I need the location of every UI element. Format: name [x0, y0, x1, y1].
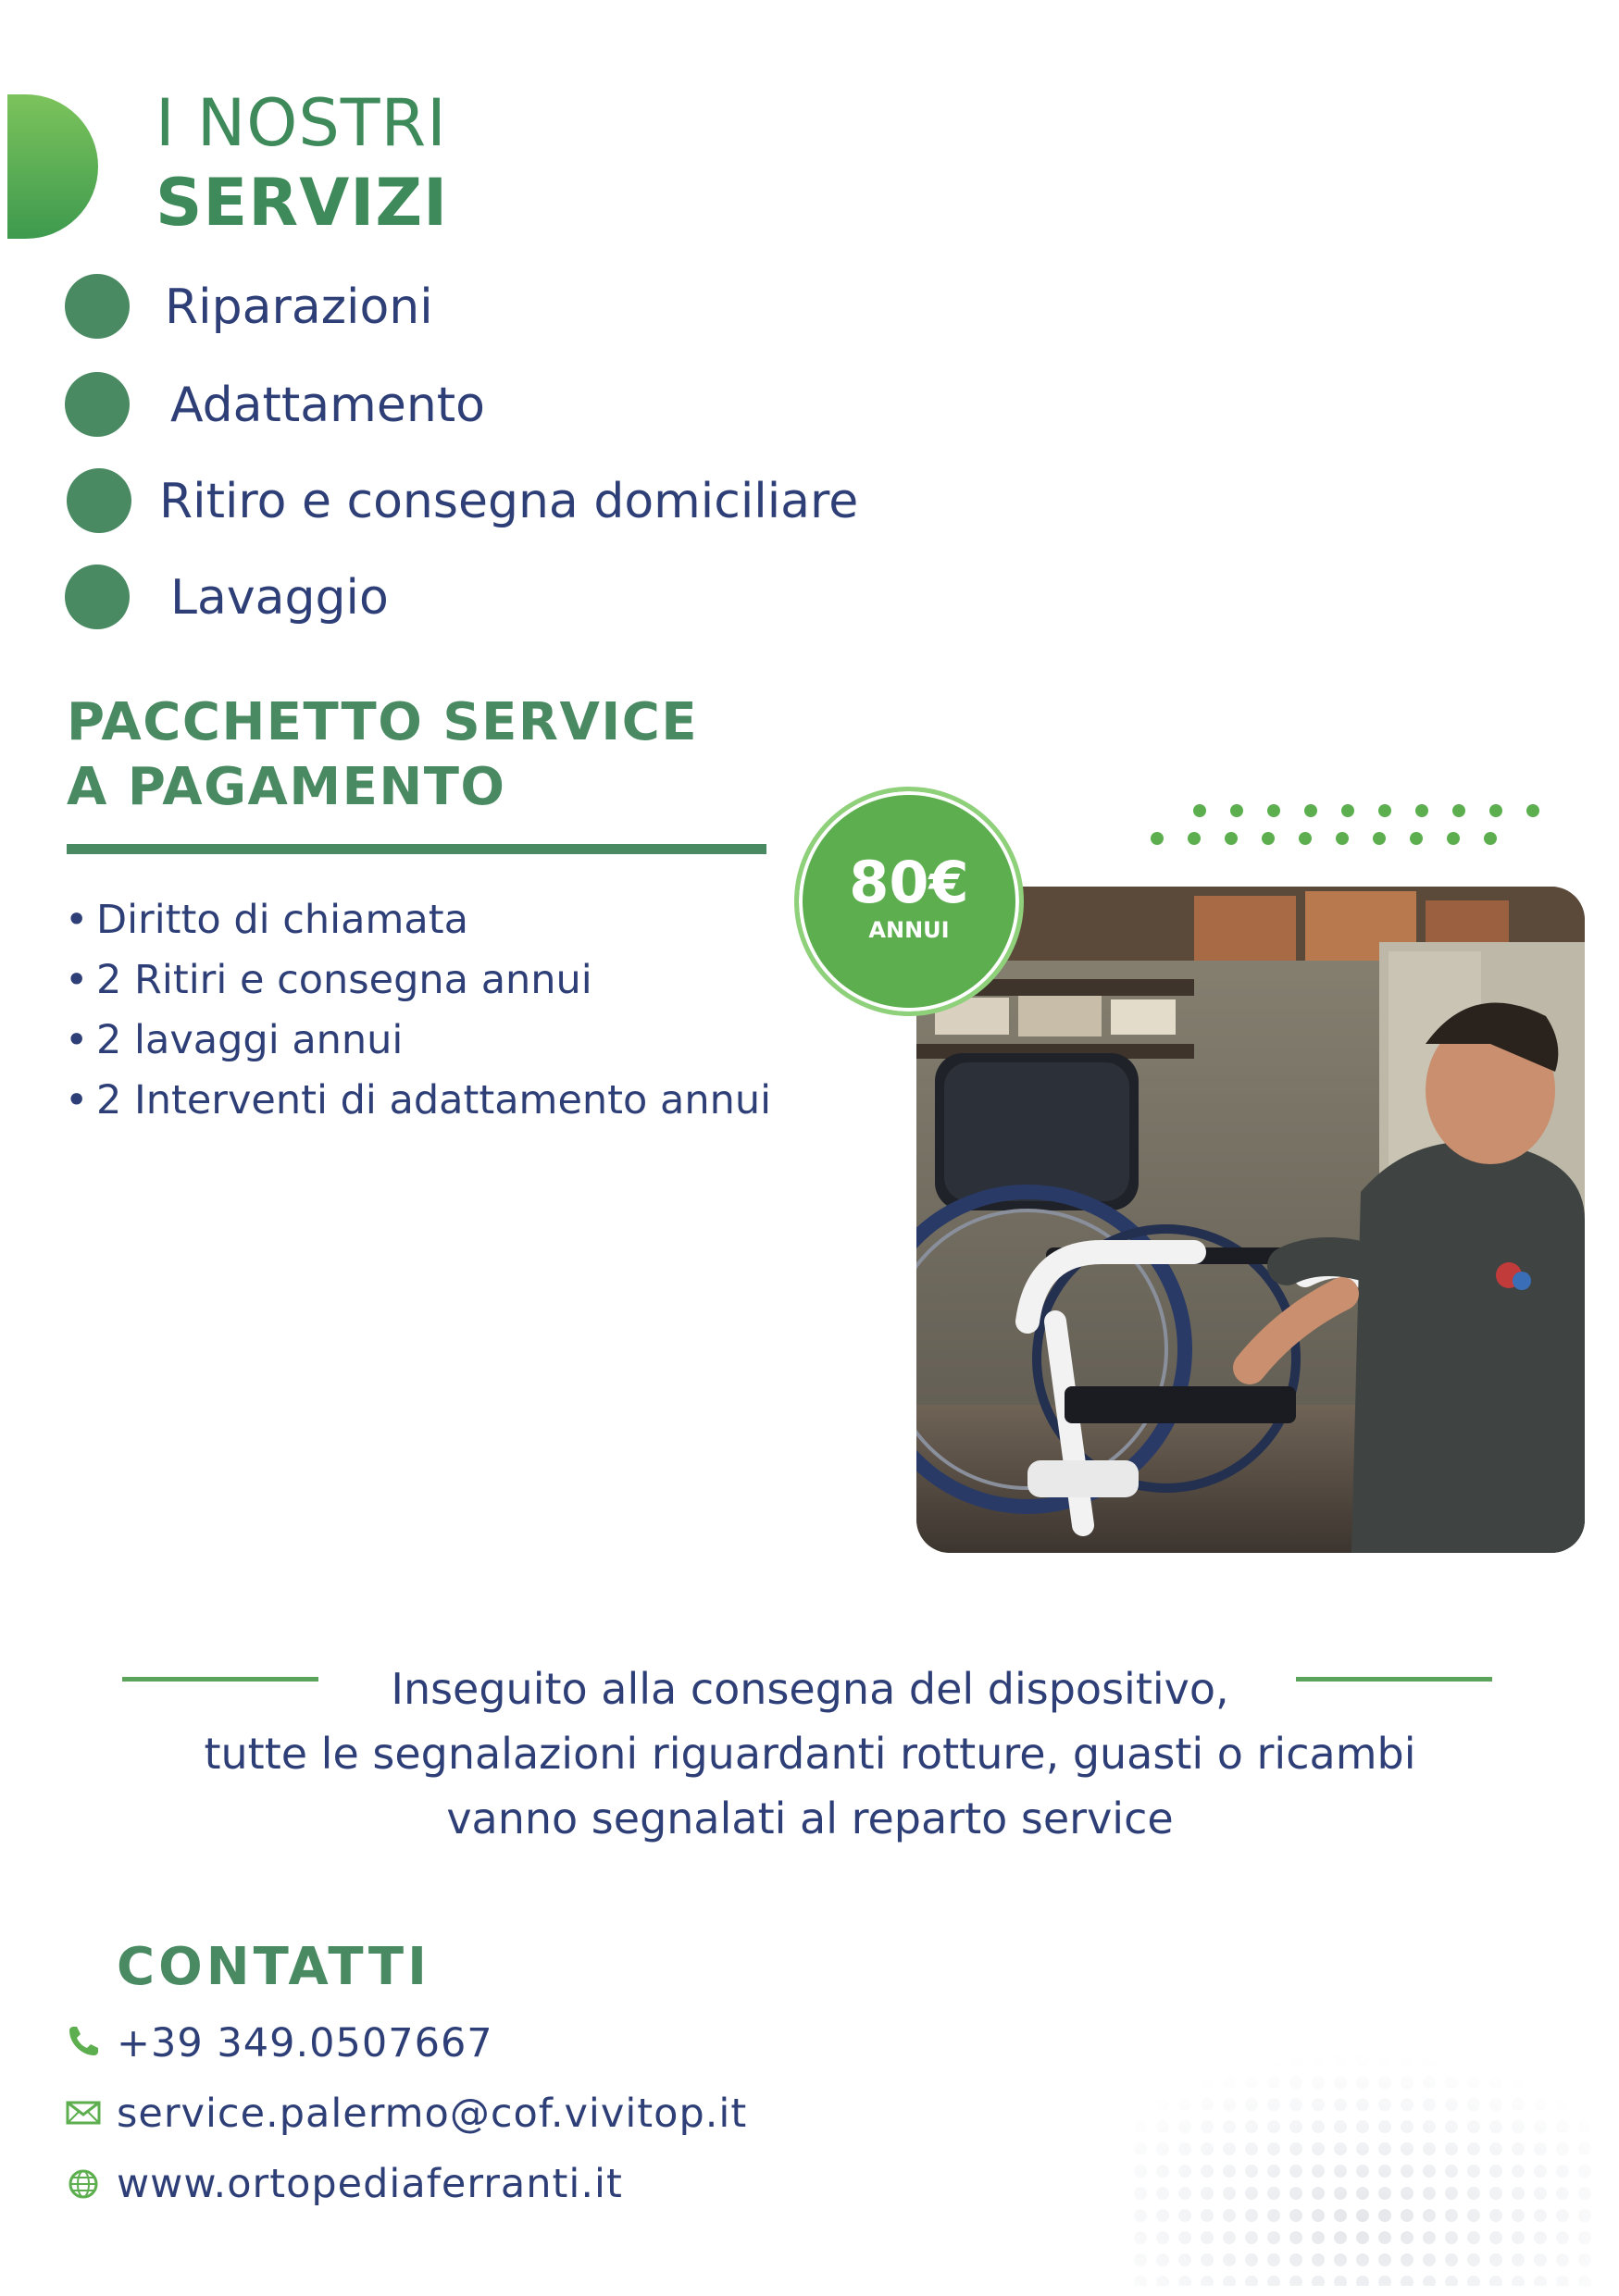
decorative-dot-grid — [1144, 800, 1551, 855]
page-title-line-2: SERVIZI — [156, 165, 449, 241]
contact-phone[interactable]: +39 349.0507667 — [117, 2020, 493, 2066]
notice-line-1: Inseguito alla consegna del dispositivo, — [391, 1664, 1229, 1714]
package-feature-item: • 2 Interventi di adattamento annui — [65, 1077, 772, 1123]
package-feature-item: • Diritto di chiamata — [65, 897, 468, 943]
contacts-title: CONTATTI — [117, 1937, 430, 1997]
package-feature-item: • 2 lavaggi annui — [65, 1017, 404, 1063]
contact-email[interactable]: service.palermo@cof.vivitop.it — [117, 2091, 748, 2137]
price-badge — [794, 787, 1024, 1016]
service-bullet-dot — [67, 468, 131, 533]
package-title-line-2: A PAGAMENTO — [67, 757, 506, 817]
phone-icon — [65, 2023, 102, 2060]
service-bullet-dot — [65, 372, 130, 437]
decorative-dot-pattern — [1129, 2027, 1592, 2286]
envelope-icon — [65, 2093, 102, 2130]
service-bullet-dot — [65, 274, 130, 339]
service-notice — [139, 1657, 1481, 1851]
package-title — [67, 690, 698, 820]
service-item-adattamento: Adattamento — [170, 378, 485, 433]
globe-icon — [65, 2164, 102, 2201]
package-feature-item: • 2 Ritiri e consegna annui — [65, 957, 592, 1003]
price-amount: 80€ — [849, 849, 969, 916]
contact-website[interactable]: www.ortopediaferranti.it — [117, 2161, 623, 2207]
price-period: ANNUI — [868, 917, 950, 943]
notice-line-3: vanno segnalati al reparto service — [446, 1793, 1174, 1843]
package-title-line-1: PACCHETTO SERVICE — [67, 692, 699, 752]
page-title-line-1: I NOSTRI — [156, 85, 447, 161]
service-item-ritiro-consegna: Ritiro e consegna domiciliare — [159, 474, 859, 529]
service-item-riparazioni: Riparazioni — [165, 279, 433, 335]
header-accent-shape — [7, 94, 98, 239]
technician-wheelchair-photo — [916, 887, 1585, 1553]
photo-illustration — [916, 887, 1585, 1553]
service-item-lavaggio: Lavaggio — [170, 570, 389, 626]
service-bullet-dot — [65, 565, 130, 629]
notice-line-2: tutte le segnalazioni riguardanti rotture, guasti o ricambi — [204, 1729, 1416, 1779]
package-features-list — [65, 890, 771, 1131]
package-divider — [67, 844, 766, 854]
